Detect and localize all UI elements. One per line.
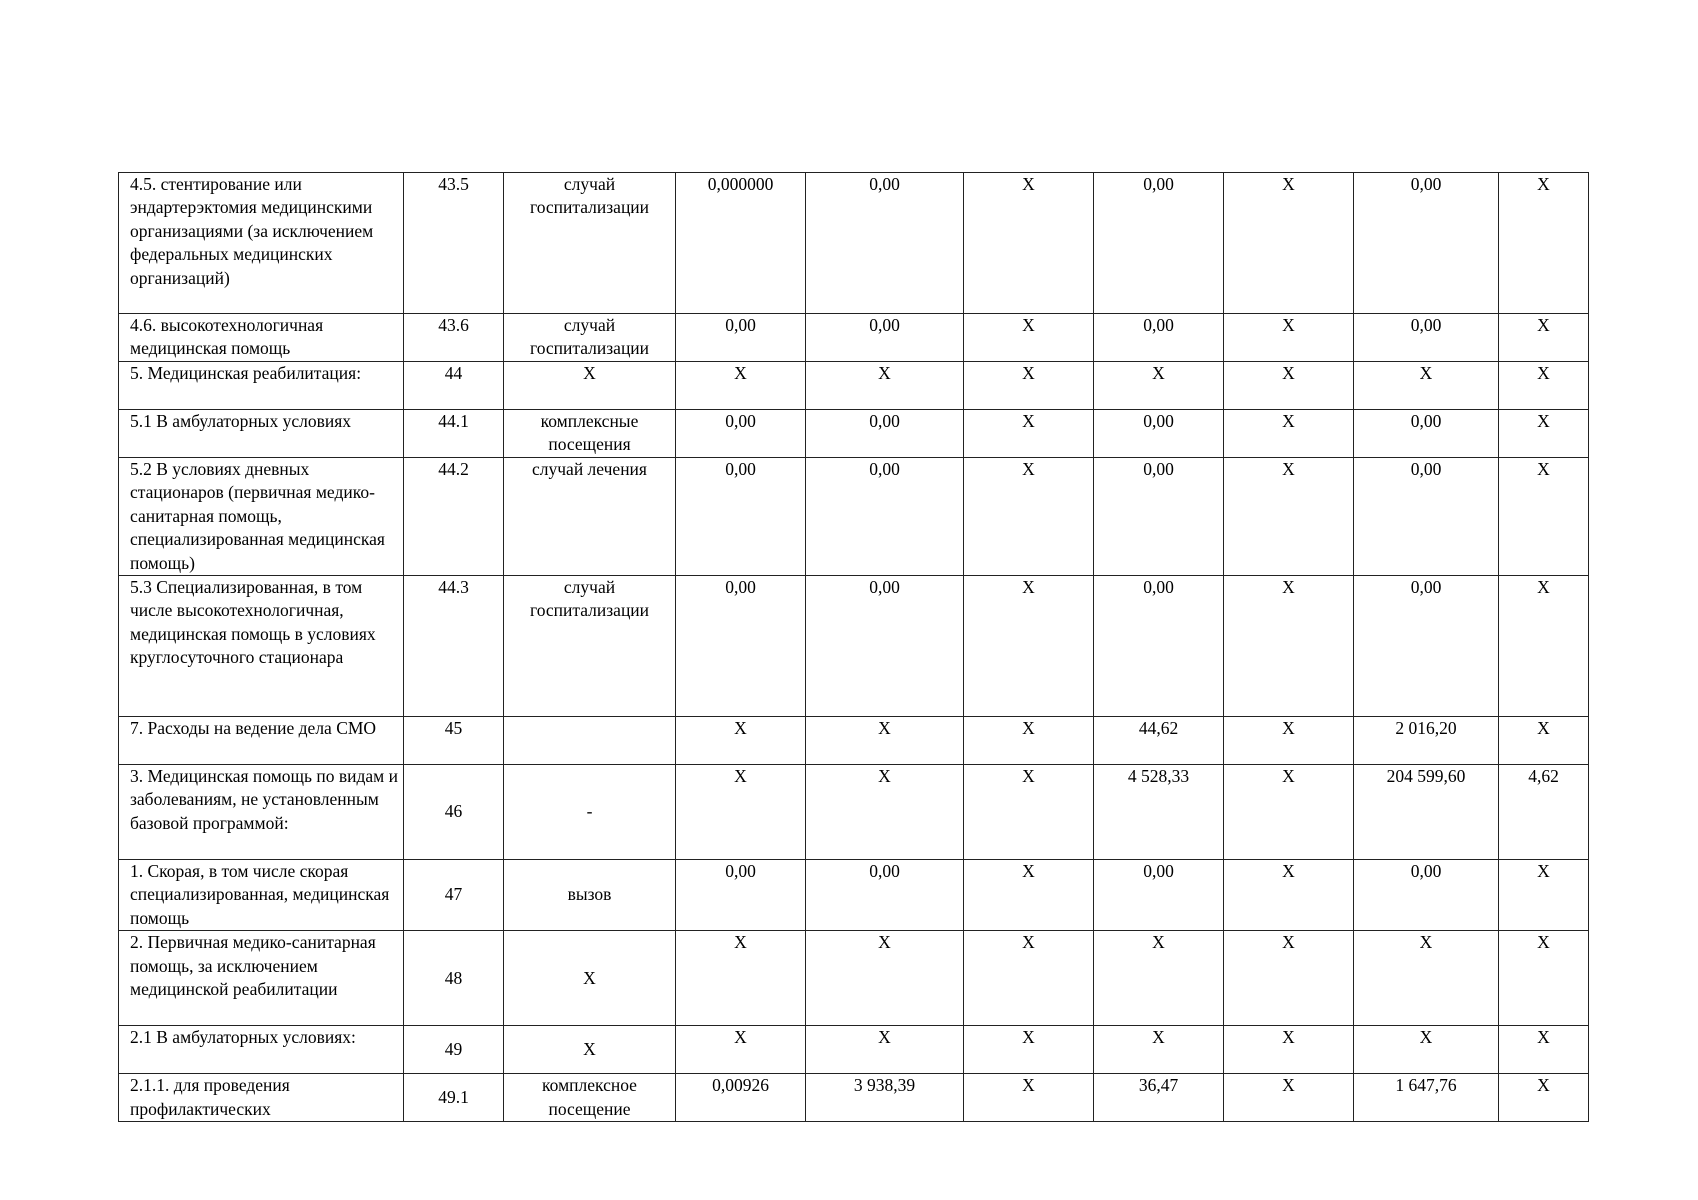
value-cell: X — [1499, 576, 1589, 717]
row-code-cell: 46 — [404, 765, 504, 860]
unit-cell: случай госпитализации — [504, 314, 676, 362]
value-cell: 0,00 — [1094, 173, 1224, 314]
value-cell: X — [1224, 765, 1354, 860]
row-name-cell: 7. Расходы на ведение дела СМО — [119, 717, 404, 765]
unit-cell: - — [504, 765, 676, 860]
value-cell: X — [1499, 931, 1589, 1026]
value-cell: 3 938,39 — [806, 1074, 964, 1122]
row-code-cell: 45 — [404, 717, 504, 765]
unit-cell: вызов — [504, 860, 676, 931]
value-cell: 0,00 — [1354, 314, 1499, 362]
value-cell: 36,47 — [1094, 1074, 1224, 1122]
table-row — [119, 576, 1589, 717]
value-cell: X — [676, 765, 806, 860]
value-cell: X — [1499, 314, 1589, 362]
value-cell: X — [964, 1026, 1094, 1074]
value-cell: X — [1224, 173, 1354, 314]
value-cell: X — [1224, 1026, 1354, 1074]
table-row — [119, 931, 1589, 1026]
value-cell: 0,00 — [806, 410, 964, 458]
value-cell: X — [964, 458, 1094, 576]
value-cell: X — [676, 1026, 806, 1074]
table-row — [119, 717, 1589, 765]
value-cell: X — [806, 362, 964, 410]
table-row — [119, 1074, 1589, 1122]
unit-cell: случай лечения — [504, 458, 676, 576]
value-cell: 0,00 — [1094, 458, 1224, 576]
row-name-cell: 2.1.1. для проведения профилактических — [119, 1074, 404, 1122]
row-name-cell: 2.1 В амбулаторных условиях: — [119, 1026, 404, 1074]
value-cell: 0,00 — [1094, 410, 1224, 458]
row-name-cell: 4.5. стентирование или эндартерэктомия медицинскими организациями (за исключением федеральных медицинских организаций) — [119, 173, 404, 314]
value-cell: X — [964, 1074, 1094, 1122]
table-row — [119, 173, 1589, 314]
value-cell: X — [1094, 1026, 1224, 1074]
value-cell: X — [964, 362, 1094, 410]
value-cell: 0,00 — [806, 458, 964, 576]
value-cell: X — [806, 1026, 964, 1074]
unit-cell: X — [504, 931, 676, 1026]
row-code-cell: 43.6 — [404, 314, 504, 362]
value-cell: X — [1224, 362, 1354, 410]
value-cell: X — [1224, 410, 1354, 458]
value-cell: 0,00 — [1354, 860, 1499, 931]
unit-cell — [504, 717, 676, 765]
value-cell: 0,00 — [1094, 576, 1224, 717]
value-cell: 0,00 — [1094, 314, 1224, 362]
value-cell: X — [964, 173, 1094, 314]
value-cell: 0,00 — [806, 860, 964, 931]
value-cell: X — [1499, 362, 1589, 410]
value-cell: X — [1224, 931, 1354, 1026]
row-code-cell: 49.1 — [404, 1074, 504, 1122]
value-cell: 0,000000 — [676, 173, 806, 314]
value-cell: X — [964, 717, 1094, 765]
value-cell: 0,00 — [806, 173, 964, 314]
table-row — [119, 765, 1589, 860]
value-cell: X — [964, 314, 1094, 362]
row-name-cell: 5. Медицинская реабилитация: — [119, 362, 404, 410]
value-cell: X — [1499, 458, 1589, 576]
value-cell: 44,62 — [1094, 717, 1224, 765]
value-cell: X — [964, 765, 1094, 860]
value-cell: X — [1499, 173, 1589, 314]
value-cell: 204 599,60 — [1354, 765, 1499, 860]
value-cell: 0,00 — [1354, 410, 1499, 458]
row-name-cell: 5.3 Специализированная, в том числе высокотехнологичная, медицинская помощь в условиях круглосуточного стационара — [119, 576, 404, 717]
value-cell: 4,62 — [1499, 765, 1589, 860]
row-name-cell: 5.1 В амбулаторных условиях — [119, 410, 404, 458]
value-cell: X — [806, 717, 964, 765]
value-cell: X — [1224, 458, 1354, 576]
value-cell: X — [1094, 362, 1224, 410]
value-cell: X — [1094, 931, 1224, 1026]
row-name-cell: 4.6. высокотехнологичная медицинская помощь — [119, 314, 404, 362]
value-cell: X — [1354, 362, 1499, 410]
value-cell: X — [1224, 576, 1354, 717]
value-cell: X — [1224, 860, 1354, 931]
value-cell: X — [964, 410, 1094, 458]
value-cell: 0,00 — [806, 576, 964, 717]
table-row — [119, 410, 1589, 458]
row-code-cell: 44.1 — [404, 410, 504, 458]
row-code-cell: 44.3 — [404, 576, 504, 717]
value-cell: 0,00 — [1354, 458, 1499, 576]
unit-cell: X — [504, 1026, 676, 1074]
value-cell: 0,00 — [1094, 860, 1224, 931]
value-cell: X — [964, 931, 1094, 1026]
value-cell: 0,00 — [676, 860, 806, 931]
table-row — [119, 314, 1589, 362]
row-name-cell: 1. Скорая, в том числе скорая специализированная, медицинская помощь — [119, 860, 404, 931]
row-name-cell: 3. Медицинская помощь по видам и заболеваниям, не установленным базовой программой: — [119, 765, 404, 860]
unit-cell: комплексные посещения — [504, 410, 676, 458]
row-code-cell: 44.2 — [404, 458, 504, 576]
value-cell: X — [964, 576, 1094, 717]
value-cell: 1 647,76 — [1354, 1074, 1499, 1122]
value-cell: X — [1354, 1026, 1499, 1074]
row-code-cell: 43.5 — [404, 173, 504, 314]
unit-cell: случай госпитализации — [504, 576, 676, 717]
value-cell: X — [676, 717, 806, 765]
value-cell: X — [1354, 931, 1499, 1026]
value-cell: X — [1499, 410, 1589, 458]
value-cell: 0,00 — [676, 314, 806, 362]
value-cell: X — [1499, 1074, 1589, 1122]
unit-cell: X — [504, 362, 676, 410]
table-row — [119, 362, 1589, 410]
value-cell: X — [676, 362, 806, 410]
value-cell: X — [806, 931, 964, 1026]
value-cell: X — [1224, 314, 1354, 362]
value-cell: 0,00 — [1354, 173, 1499, 314]
value-cell: 0,00 — [806, 314, 964, 362]
table-row — [119, 1026, 1589, 1074]
value-cell: 0,00 — [676, 410, 806, 458]
value-cell: X — [1499, 717, 1589, 765]
value-cell: 0,00 — [676, 458, 806, 576]
unit-cell: случай госпитализации — [504, 173, 676, 314]
value-cell: X — [964, 860, 1094, 931]
value-cell: X — [1499, 860, 1589, 931]
value-cell: 4 528,33 — [1094, 765, 1224, 860]
unit-cell: комплексное посещение — [504, 1074, 676, 1122]
value-cell: 0,00 — [1354, 576, 1499, 717]
row-code-cell: 49 — [404, 1026, 504, 1074]
value-cell: 0,00926 — [676, 1074, 806, 1122]
value-cell: X — [806, 765, 964, 860]
table-row — [119, 860, 1589, 931]
row-code-cell: 47 — [404, 860, 504, 931]
data-table — [118, 172, 1589, 1122]
value-cell: 0,00 — [676, 576, 806, 717]
row-name-cell: 2. Первичная медико-санитарная помощь, за исключением медицинской реабилитации — [119, 931, 404, 1026]
value-cell: X — [1224, 1074, 1354, 1122]
value-cell: X — [676, 931, 806, 1026]
row-code-cell: 44 — [404, 362, 504, 410]
row-code-cell: 48 — [404, 931, 504, 1026]
value-cell: X — [1499, 1026, 1589, 1074]
row-name-cell: 5.2 В условиях дневных стационаров (первичная медико-санитарная помощь, специализированная медицинская помощь) — [119, 458, 404, 576]
value-cell: 2 016,20 — [1354, 717, 1499, 765]
table-row — [119, 458, 1589, 576]
value-cell: X — [1224, 717, 1354, 765]
